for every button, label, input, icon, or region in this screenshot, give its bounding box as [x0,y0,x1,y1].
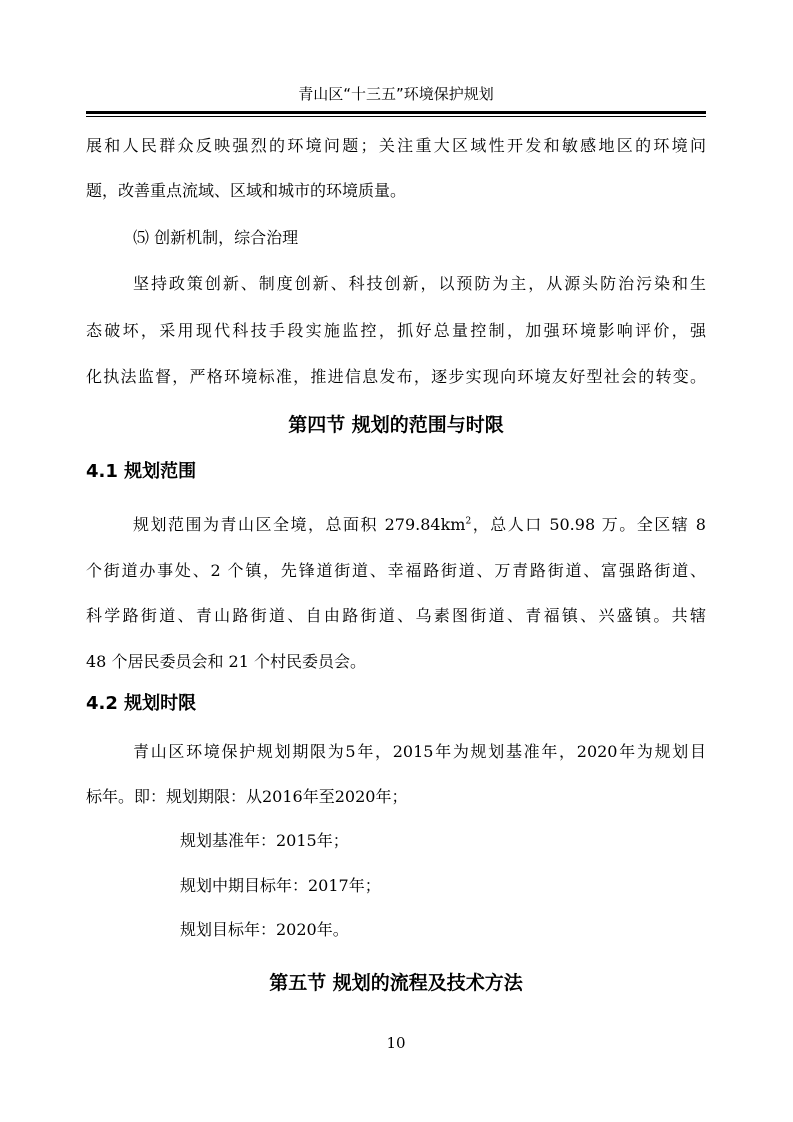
subsection-title: 4.2 规划时限 [86,693,197,714]
body-text-line: 态破坏，采用现代科技手段实施监控，抓好总量控制，加强环境影响评价，强 [86,321,706,340]
running-header: 青山区“十三五”环境保护规划 [298,85,494,103]
section-title: 第五节 规划的流程及技术方法 [269,972,523,994]
body-text-line: 科学路街道、青山路街道、自由路街道、乌素图街道、青福镇、兴盛镇。共辖 [86,606,706,625]
list-heading: ⑸ 创新机制，综合治理 [133,228,299,247]
page-number: 10 [386,1034,406,1052]
body-text-line: 规划范围为青山区全境，总面积 $279.84km^2$，总人口 50.98 万。全区辖 8 [133,515,706,534]
subsection-title: 4.1 规划范围 [86,461,197,482]
header-rule-thick [86,111,706,114]
body-text-line: 青山区环境保护规划期限为5年，2015年为规划基准年，2020年为规划目 [133,742,706,761]
body-text-line: 坚持政策创新、制度创新、科技创新，以预防为主，从源头防治污染和生 [133,274,706,293]
body-text-line: 48 个居民委员会和 21 个村民委员会。 [86,652,366,671]
body-text-line: 化执法监督，严格环境标准，推进信息发布，逐步实现向环境友好型社会的转变。 [86,367,706,386]
list-item: 规划中期目标年：2017年； [180,876,381,895]
section-title: 第四节 规划的范围与时限 [288,414,504,436]
body-text-line: 题，改善重点流域、区域和城市的环境质量。 [86,181,407,200]
header-rule-thin [86,116,706,117]
list-item: 规划目标年：2020年。 [180,920,349,939]
list-item: 规划基准年：2015年； [180,831,349,850]
body-text-line: 个街道办事处、2 个镇，先锋道街道、幸福路街道、万青路街道、富强路街道、 [86,561,706,580]
body-text-line: 标年。即：规划期限：从2016年至2020年； [86,787,408,806]
body-text-line: 展和人民群众反映强烈的环境问题；关注重大区域性开发和敏感地区的环境问 [86,136,706,155]
superscript: 2 [465,516,472,527]
